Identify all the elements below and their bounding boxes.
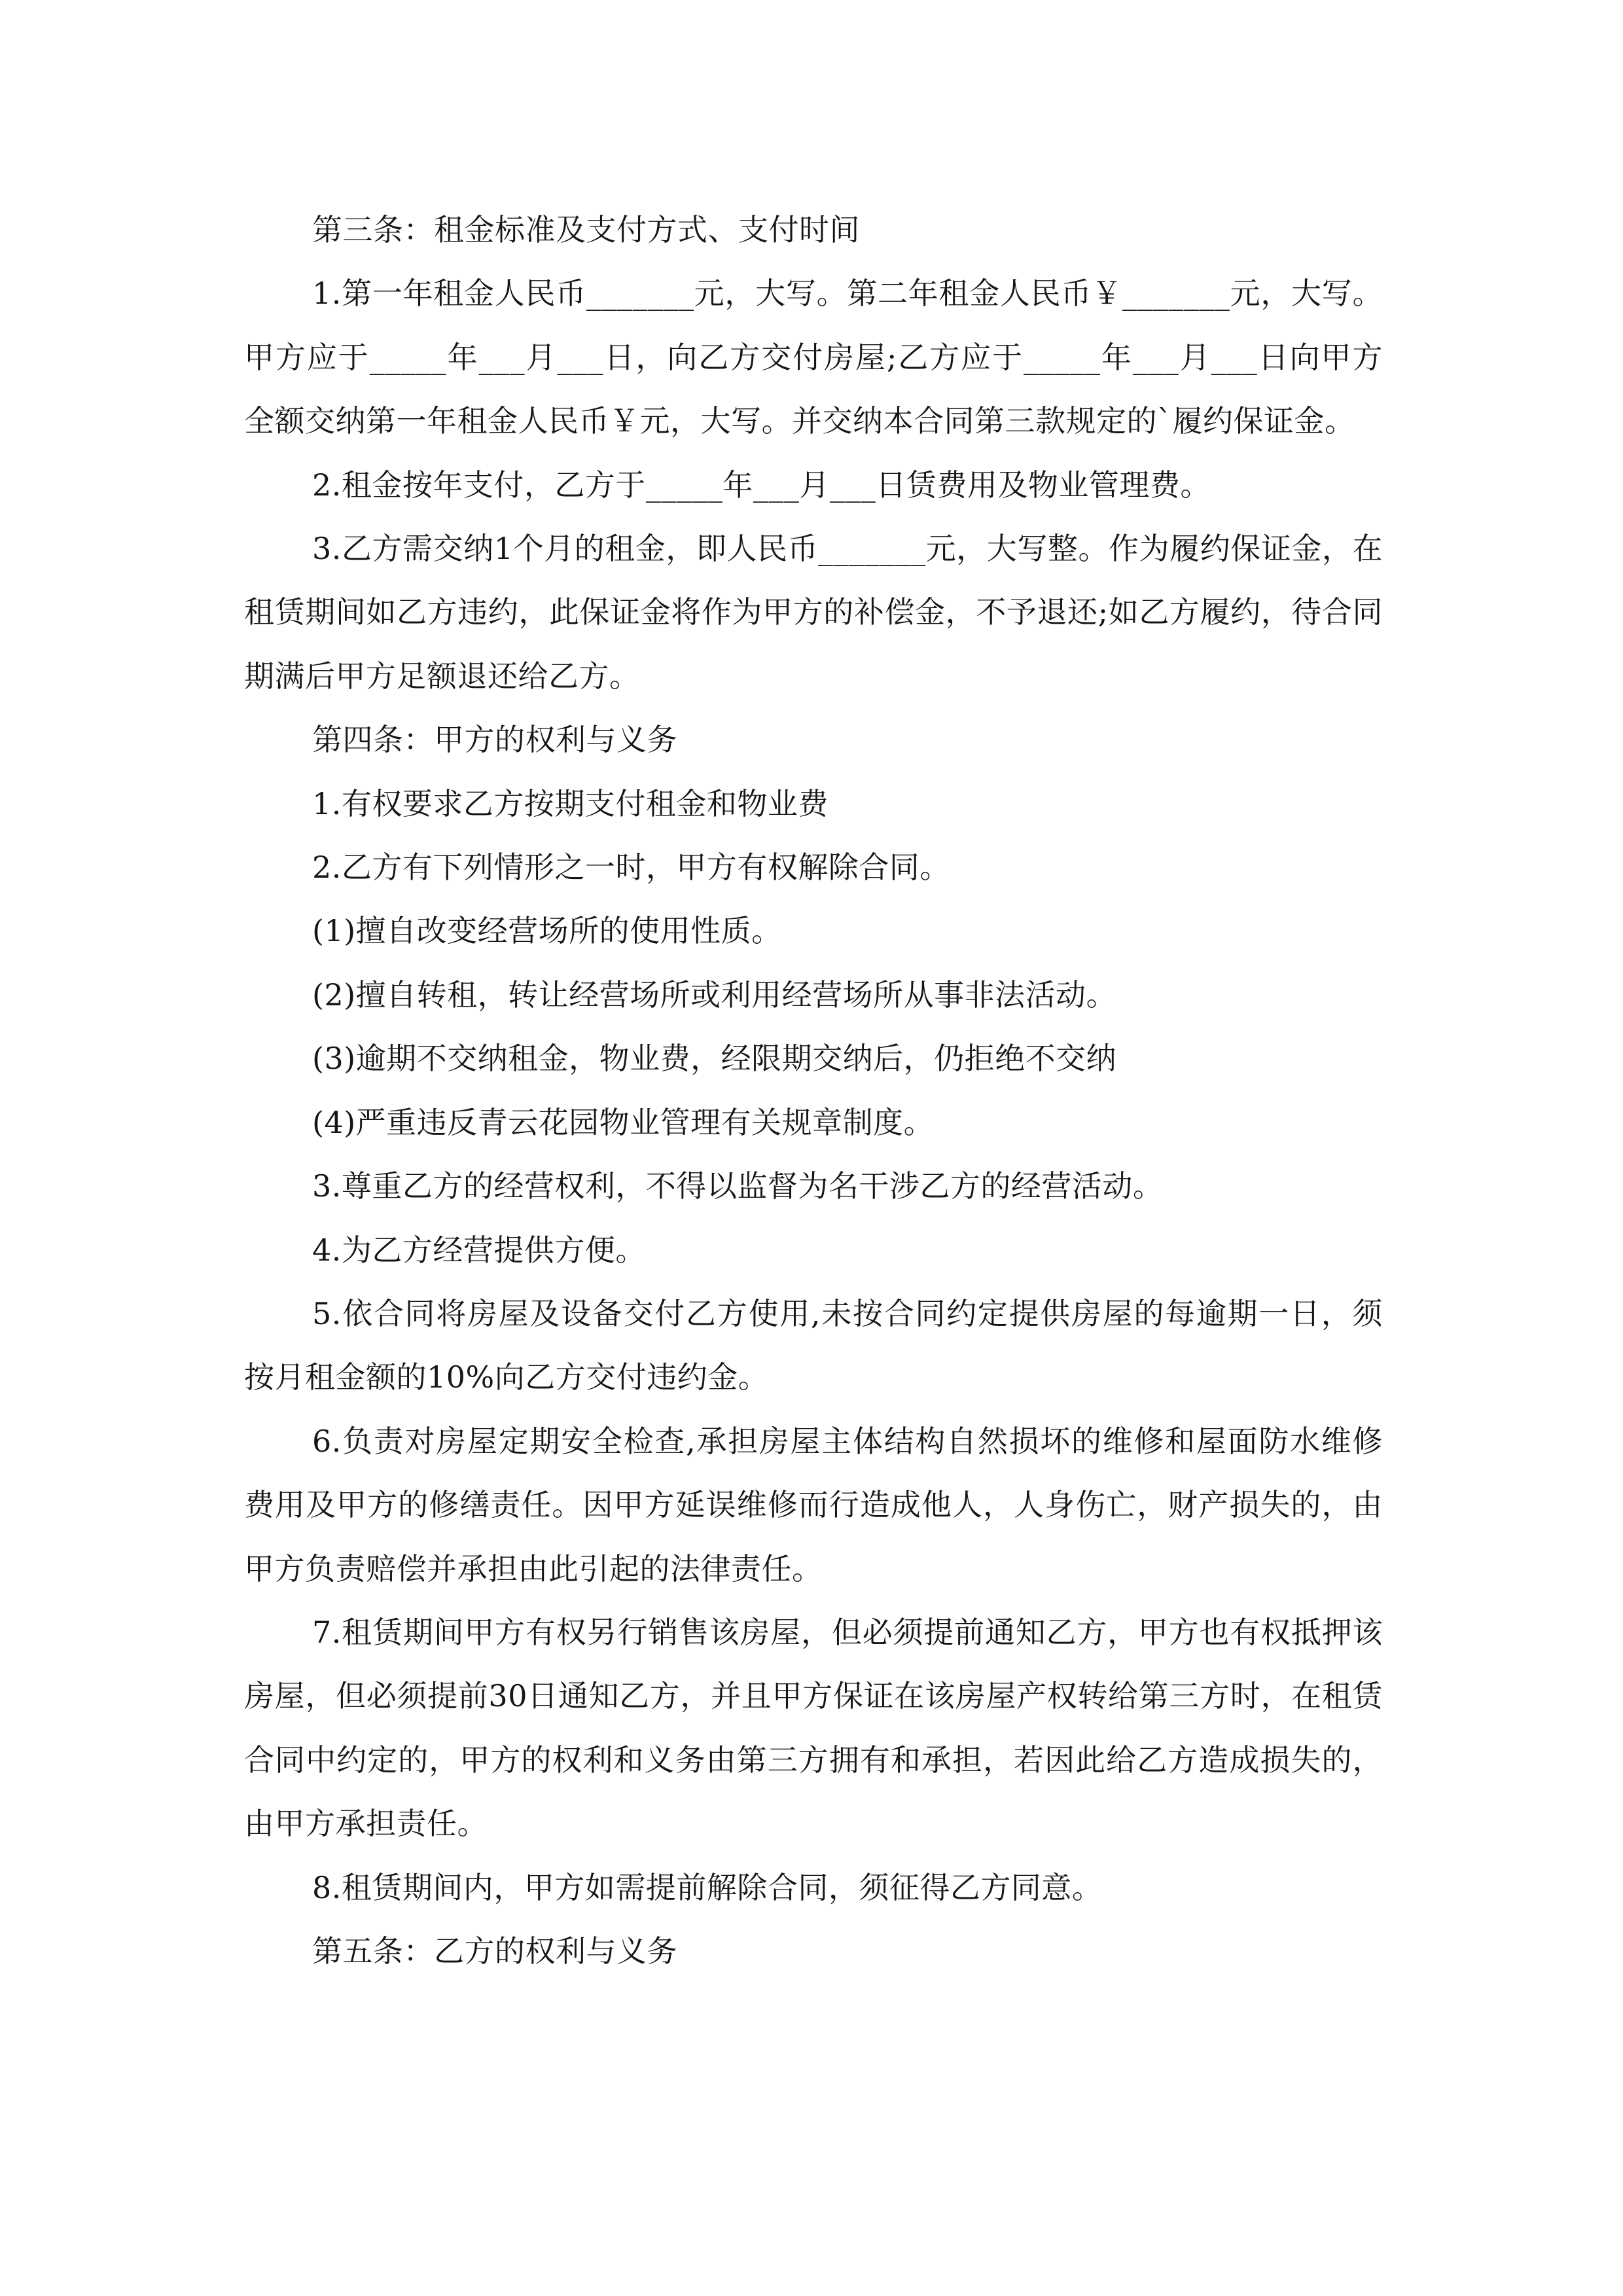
article-3-clause-3: 3.乙方需交纳1个月的租金，即人民币_______元，大写整。作为履约保证金，在租赁期间如乙方违约，此保证金将作为甲方的补偿金，不予退还;如乙方履约，待合同期满后甲方足额退还给乙方。: [244, 531, 1383, 694]
document-body: [244, 198, 1383, 1983]
article-4-heading: 第四条：甲方的权利与义务: [312, 722, 677, 758]
article-4-clause-1: 1.有权要求乙方按期支付租金和物业费: [312, 785, 829, 821]
article-4-clause-3: 3.尊重乙方的经营权利，不得以监督为名干涉乙方的经营活动。: [312, 1168, 1164, 1204]
article-4-clause-4: 4.为乙方经营提供方便。: [312, 1232, 646, 1268]
article-3-clause-2: 2.租金按年支付，乙方于_____年___月___日赁费用及物业管理费。: [312, 467, 1211, 503]
article-4-subclause-3: (3)逾期不交纳租金，物业费，经限期交纳后，仍拒绝不交纳: [312, 1041, 1117, 1077]
article-4-subclause-2: (2)擅自转租，转让经营场所或利用经营场所从事非法活动。: [312, 977, 1117, 1013]
article-4-subclause-1: (1)擅自改变经营场所的使用性质。: [312, 913, 782, 949]
article-3-heading: 第三条：租金标准及支付方式、支付时间: [312, 212, 860, 247]
article-4-clause-8: 8.租赁期间内，甲方如需提前解除合同，须征得乙方同意。: [312, 1869, 1103, 1905]
article-4-clause-6: 6.负责对房屋定期安全检查,承担房屋主体结构自然损坏的维修和屋面防水维修费用及甲方的修缮责任。因甲方延误维修而行造成他人，人身伤亡，财产损失的，由甲方负责赔偿并承担由此引起的法律责任。: [244, 1423, 1383, 1587]
article-4-clause-5: 5.依合同将房屋及设备交付乙方使用,未按合同约定提供房屋的每逾期一日，须按月租金额的10%向乙方交付违约金。: [244, 1295, 1383, 1395]
article-4-clause-2: 2.乙方有下列情形之一时，甲方有权解除合同。: [312, 850, 950, 886]
article-3-clause-1: 1.第一年租金人民币_______元，大写。第二年租金人民币￥_______元，大写。甲方应于_____年___月___日，向乙方交付房屋;乙方应于_____年___月___日向甲方全额交纳第一年租金人民币￥元，大写。并交纳本合同第三款规定的`履约保证金。: [244, 276, 1383, 439]
article-4-subclause-4: (4)严重违反青云花园物业管理有关规章制度。: [312, 1104, 935, 1140]
article-5-heading: 第五条：乙方的权利与义务: [312, 1933, 677, 1969]
article-4-clause-7: 7.租赁期间甲方有权另行销售该房屋，但必须提前通知乙方，甲方也有权抵押该房屋，但必须提前30日通知乙方，并且甲方保证在该房屋产权转给第三方时，在租赁合同中约定的，甲方的权利和义务由第三方拥有和承担，若因此给乙方造成损失的，由甲方承担责任。: [244, 1614, 1383, 1842]
